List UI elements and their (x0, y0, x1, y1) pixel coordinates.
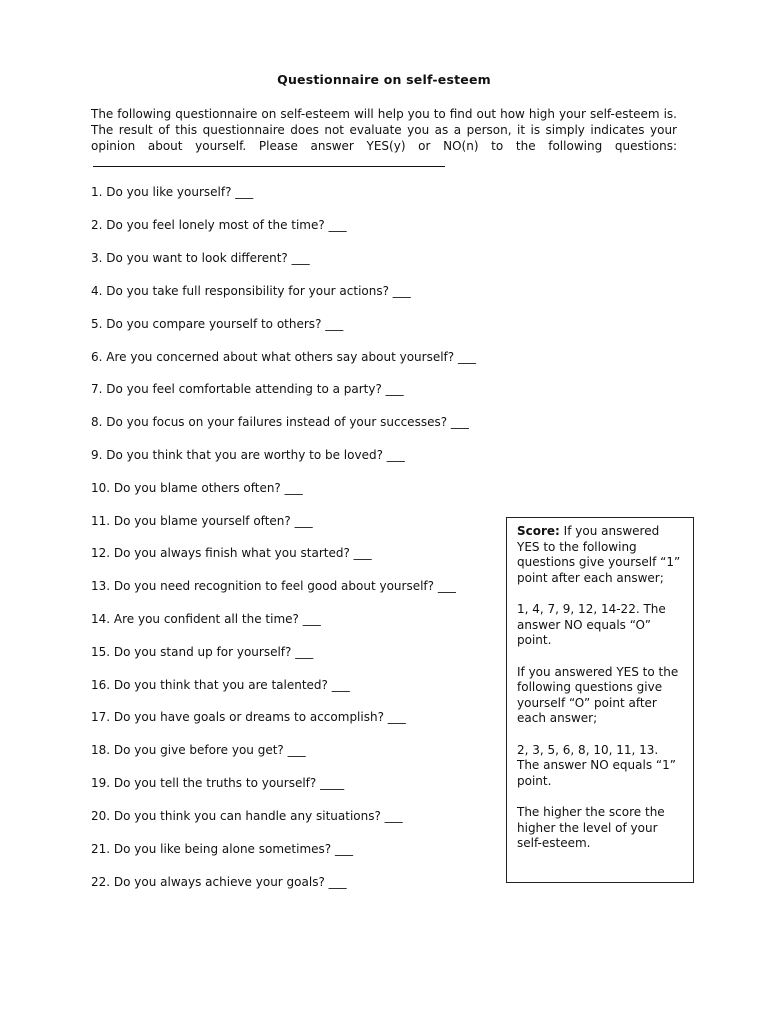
question-13: 13. Do you need recognition to feel good about yourself? ___ (91, 579, 456, 593)
question-19: 19. Do you tell the truths to yourself? ____ (91, 776, 345, 790)
question-18: 18. Do you give before you get? ___ (91, 743, 306, 757)
question-11: 11. Do you blame yourself often? ___ (91, 514, 313, 528)
intro-paragraph (91, 106, 677, 171)
intro-text: The following questionnaire on self-esteem will help you to find out how high your self-esteem is. The result of this questionnaire does not evaluate you as a person, it is simply indicates your opinion about yourself. Please answer YES(y) or NO(n) to the following questions: (91, 107, 677, 153)
question-9: 9. Do you think that you are worthy to be loved? ___ (91, 448, 405, 462)
question-7: 7. Do you feel comfortable attending to a party? ___ (91, 382, 404, 396)
question-16: 16. Do you think that you are talented? ___ (91, 678, 350, 692)
question-1: 1. Do you like yourself? ___ (91, 185, 254, 199)
score-paragraph-4: 2, 3, 5, 6, 8, 10, 11, 13. The answer NO equals “1” point. (517, 742, 676, 788)
question-8: 8. Do you focus on your failures instead of your successes? ___ (91, 415, 469, 429)
score-paragraph-5: The higher the score the higher the level of your self-esteem. (517, 805, 665, 850)
question-2: 2. Do you feel lonely most of the time? ___ (91, 218, 347, 232)
score-paragraph-2: 1, 4, 7, 9, 12, 14-22. The answer NO equals “O” point. (517, 602, 666, 647)
question-21: 21. Do you like being alone sometimes? ___ (91, 842, 353, 856)
question-12: 12. Do you always finish what you started? ___ (91, 546, 372, 560)
score-paragraph-1 (517, 524, 684, 586)
question-4: 4. Do you take full responsibility for your actions? ___ (91, 284, 411, 298)
answer-line (93, 154, 445, 167)
score-label: Score: (517, 524, 560, 538)
score-paragraph-3: If you answered YES to the following questions give yourself “O” point after each answer; (517, 664, 679, 725)
question-5: 5. Do you compare yourself to others? ___ (91, 317, 344, 331)
question-6: 6. Are you concerned about what others say about yourself? ___ (91, 350, 476, 364)
page-title: Questionnaire on self-esteem (277, 72, 491, 87)
score-box (506, 517, 694, 883)
question-15: 15. Do you stand up for yourself? ___ (91, 645, 314, 659)
question-17: 17. Do you have goals or dreams to accomplish? ___ (91, 710, 406, 724)
score-intro-text: If you answered YES to the following questions give yourself “1” point after each answer; (517, 524, 681, 585)
question-20: 20. Do you think you can handle any situations? ___ (91, 809, 403, 823)
question-14: 14. Are you confident all the time? ___ (91, 612, 321, 626)
question-10: 10. Do you blame others often? ___ (91, 481, 303, 495)
question-3: 3. Do you want to look different? ___ (91, 251, 310, 265)
question-22: 22. Do you always achieve your goals? ___ (91, 875, 347, 889)
